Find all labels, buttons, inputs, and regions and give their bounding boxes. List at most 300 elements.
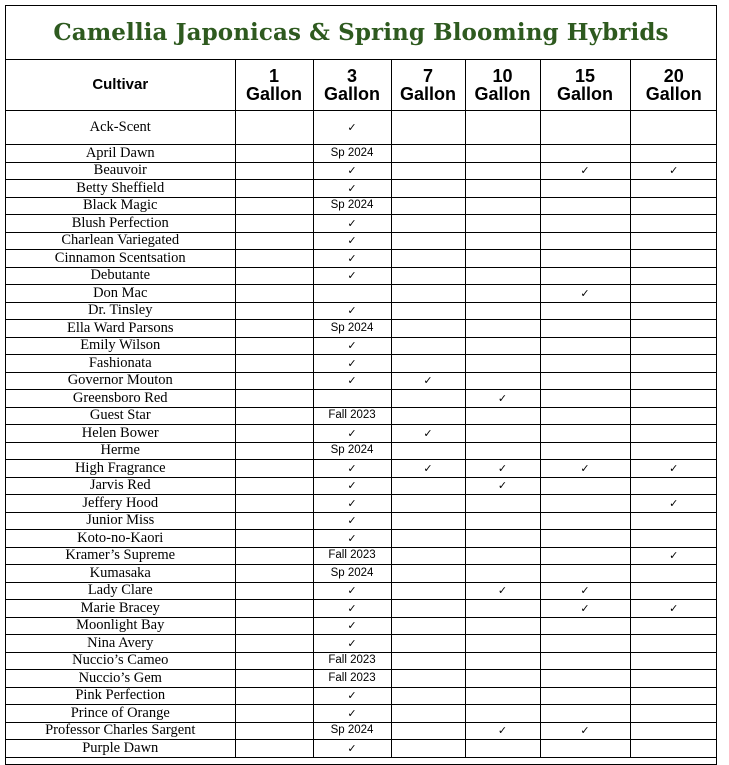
cultivar-name: Guest Star: [6, 407, 235, 425]
column-header-size: 15: [574, 66, 596, 86]
availability-cell: [235, 197, 313, 215]
availability-cell: [391, 635, 465, 653]
availability-cell: [235, 600, 313, 618]
availability-cell: [540, 705, 630, 723]
availability-check: ✓: [313, 337, 391, 355]
availability-cell: [630, 687, 717, 705]
availability-cell: [630, 111, 717, 145]
availability-cell: [391, 145, 465, 163]
cultivar-name: High Fragrance: [6, 460, 235, 478]
column-header-size: 3: [346, 66, 357, 86]
availability-cell: [391, 740, 465, 758]
availability-cell: [630, 285, 717, 303]
cultivar-name: Beauvoir: [6, 162, 235, 180]
availability-cell: [235, 337, 313, 355]
availability-check: ✓: [391, 425, 465, 443]
availability-cell: [391, 547, 465, 565]
availability-cell: [540, 652, 630, 670]
cultivar-name: Junior Miss: [6, 512, 235, 530]
availability-cell: [235, 512, 313, 530]
column-header-size: 10: [492, 66, 513, 86]
availability-cell: [630, 215, 717, 233]
availability-cell: [235, 460, 313, 478]
table-row: [6, 670, 717, 688]
availability-cell: [540, 372, 630, 390]
availability-cell: [465, 425, 540, 443]
availability-cell: [540, 232, 630, 250]
table-row: [6, 180, 717, 198]
availability-cell: [391, 250, 465, 268]
availability-cell: [235, 407, 313, 425]
availability-cell: [540, 442, 630, 460]
table-row: [6, 250, 717, 268]
column-header-size: 7: [422, 66, 433, 86]
availability-cell: [235, 565, 313, 583]
availability-cell: [235, 635, 313, 653]
availability-cell: [540, 477, 630, 495]
availability-cell: [391, 267, 465, 285]
availability-cell: [465, 670, 540, 688]
availability-cell: [540, 337, 630, 355]
availability-cell: [465, 652, 540, 670]
availability-cell: [235, 670, 313, 688]
column-header-7-gallon: [391, 60, 465, 111]
availability-cell: [391, 302, 465, 320]
availability-cell: [391, 722, 465, 740]
availability-cell: [630, 407, 717, 425]
availability-check: ✓: [465, 460, 540, 478]
cultivar-name: Ella Ward Parsons: [6, 320, 235, 338]
column-header-unit: Gallon: [323, 84, 380, 104]
availability-cell: [630, 512, 717, 530]
availability-cell: [540, 407, 630, 425]
availability-cell: [630, 425, 717, 443]
availability-cell: [630, 250, 717, 268]
availability-cell: [540, 617, 630, 635]
availability-cell: [540, 670, 630, 688]
availability-cell: [630, 337, 717, 355]
availability-table: [6, 60, 717, 758]
column-header-unit: Gallon: [474, 84, 531, 104]
table-row: [6, 372, 717, 390]
cultivar-name: Jarvis Red: [6, 477, 235, 495]
availability-cell: [630, 320, 717, 338]
availability-cell: [391, 337, 465, 355]
availability-cell: [630, 442, 717, 460]
availability-cell: [465, 355, 540, 373]
availability-cell: [465, 687, 540, 705]
availability-cell: [391, 320, 465, 338]
availability-cell: [630, 722, 717, 740]
availability-cell: [391, 705, 465, 723]
availability-cell: [465, 635, 540, 653]
column-header-unit: Gallon: [245, 84, 302, 104]
availability-cell: [235, 180, 313, 198]
cultivar-name: Fashionata: [6, 355, 235, 373]
availability-cell: [630, 390, 717, 408]
availability-cell: [540, 495, 630, 513]
table-row: [6, 442, 717, 460]
availability-note: Sp 2024: [313, 565, 391, 583]
cultivar-name: Debutante: [6, 267, 235, 285]
availability-cell: [465, 407, 540, 425]
availability-note: Sp 2024: [313, 442, 391, 460]
cultivar-name: Herme: [6, 442, 235, 460]
availability-check: ✓: [313, 705, 391, 723]
availability-cell: [235, 162, 313, 180]
availability-check: ✓: [465, 477, 540, 495]
table-body: [6, 111, 717, 758]
availability-cell: [235, 250, 313, 268]
table-row: [6, 320, 717, 338]
table-row: [6, 232, 717, 250]
availability-cell: [235, 145, 313, 163]
availability-cell: [630, 530, 717, 548]
table-row: [6, 460, 717, 478]
availability-cell: [465, 180, 540, 198]
cultivar-name: Betty Sheffield: [6, 180, 235, 198]
availability-note: Sp 2024: [313, 197, 391, 215]
availability-check: ✓: [391, 372, 465, 390]
availability-check: ✓: [313, 267, 391, 285]
availability-check: ✓: [313, 372, 391, 390]
availability-cell: [465, 565, 540, 583]
availability-cell: [235, 215, 313, 233]
availability-cell: [540, 740, 630, 758]
availability-cell: [630, 355, 717, 373]
availability-cell: [391, 285, 465, 303]
table-row: [6, 600, 717, 618]
availability-cell: [391, 162, 465, 180]
availability-cell: [540, 425, 630, 443]
cultivar-name: Dr. Tinsley: [6, 302, 235, 320]
column-header-1-gallon: [235, 60, 313, 111]
availability-cell: [235, 425, 313, 443]
table-row: [6, 162, 717, 180]
availability-check: ✓: [540, 285, 630, 303]
availability-check: ✓: [540, 722, 630, 740]
availability-cell: [630, 145, 717, 163]
availability-check: ✓: [313, 600, 391, 618]
availability-cell: [540, 215, 630, 233]
cultivar-name: Koto-no-Kaori: [6, 530, 235, 548]
cultivar-name: Helen Bower: [6, 425, 235, 443]
table-row: [6, 302, 717, 320]
availability-cell: [391, 355, 465, 373]
availability-cell: [235, 687, 313, 705]
availability-cell: [630, 267, 717, 285]
availability-cell: [465, 337, 540, 355]
availability-check: ✓: [465, 582, 540, 600]
table-row: [6, 215, 717, 233]
cultivar-name: Purple Dawn: [6, 740, 235, 758]
availability-cell: [540, 197, 630, 215]
availability-check: ✓: [465, 390, 540, 408]
availability-cell: [391, 617, 465, 635]
table-row: [6, 337, 717, 355]
availability-cell: [540, 250, 630, 268]
table-row: [6, 582, 717, 600]
availability-cell: [540, 547, 630, 565]
cultivar-name: Governor Mouton: [6, 372, 235, 390]
availability-note: Sp 2024: [313, 722, 391, 740]
availability-cell: [630, 705, 717, 723]
column-header-20-gallon: [630, 60, 717, 111]
cultivar-name: Nuccio’s Cameo: [6, 652, 235, 670]
availability-cell: [235, 285, 313, 303]
table-row: [6, 407, 717, 425]
availability-cell: [630, 477, 717, 495]
cultivar-name: Prince of Orange: [6, 705, 235, 723]
table-row: [6, 267, 717, 285]
table-row: [6, 495, 717, 513]
availability-check: ✓: [630, 495, 717, 513]
cultivar-name: April Dawn: [6, 145, 235, 163]
availability-cell: [465, 372, 540, 390]
availability-cell: [391, 565, 465, 583]
column-header-unit: Gallon: [399, 84, 456, 104]
availability-cell: [630, 582, 717, 600]
availability-cell: [235, 477, 313, 495]
availability-check: ✓: [465, 722, 540, 740]
table-row: [6, 705, 717, 723]
column-header-size: 1: [268, 66, 279, 86]
availability-check: ✓: [391, 460, 465, 478]
availability-cell: [540, 565, 630, 583]
availability-cell: [540, 180, 630, 198]
cultivar-name: Marie Bracey: [6, 600, 235, 618]
availability-cell: [465, 512, 540, 530]
cultivar-name: Nina Avery: [6, 635, 235, 653]
availability-cell: [540, 687, 630, 705]
availability-check: ✓: [540, 582, 630, 600]
table-row: [6, 197, 717, 215]
availability-cell: [465, 197, 540, 215]
availability-cell: [465, 232, 540, 250]
column-header-10-gallon: [465, 60, 540, 111]
table-row: [6, 512, 717, 530]
availability-cell: [540, 530, 630, 548]
availability-cell: [235, 652, 313, 670]
table-row: [6, 145, 717, 163]
availability-cell: [235, 302, 313, 320]
availability-cell: [235, 267, 313, 285]
availability-cell: [630, 635, 717, 653]
availability-cell: [630, 740, 717, 758]
availability-cell: [235, 232, 313, 250]
availability-cell: [235, 530, 313, 548]
availability-cell: [391, 687, 465, 705]
availability-cell: [465, 740, 540, 758]
table-row: [6, 547, 717, 565]
availability-cell: [235, 495, 313, 513]
availability-note: Sp 2024: [313, 145, 391, 163]
cultivar-name: Don Mac: [6, 285, 235, 303]
availability-cell: [630, 670, 717, 688]
table-row: [6, 390, 717, 408]
availability-cell: [465, 705, 540, 723]
column-header-unit: Gallon: [645, 84, 702, 104]
availability-check: ✓: [313, 215, 391, 233]
cultivar-name: Emily Wilson: [6, 337, 235, 355]
header-row: [6, 60, 717, 111]
availability-check: ✓: [313, 425, 391, 443]
availability-note: Fall 2023: [313, 652, 391, 670]
availability-cell: [630, 652, 717, 670]
availability-check: ✓: [313, 302, 391, 320]
availability-cell: [235, 547, 313, 565]
availability-cell: [391, 232, 465, 250]
column-header-size: 20: [663, 66, 684, 86]
availability-cell: [540, 267, 630, 285]
availability-cell: [465, 530, 540, 548]
availability-cell: [540, 320, 630, 338]
cultivar-name: Kumasaka: [6, 565, 235, 583]
availability-check: ✓: [540, 600, 630, 618]
availability-cell: [391, 670, 465, 688]
availability-check: ✓: [313, 635, 391, 653]
table-row: [6, 530, 717, 548]
availability-check: ✓: [313, 250, 391, 268]
availability-cell: [630, 180, 717, 198]
availability-cell: [235, 722, 313, 740]
availability-check: ✓: [630, 600, 717, 618]
table-row: [6, 355, 717, 373]
availability-cell: [391, 442, 465, 460]
availability-cell: [630, 617, 717, 635]
availability-cell: [540, 390, 630, 408]
availability-cell: [235, 320, 313, 338]
availability-cell: [391, 600, 465, 618]
availability-cell: [235, 582, 313, 600]
cultivar-name: Lady Clare: [6, 582, 235, 600]
availability-check: ✓: [313, 355, 391, 373]
document-frame: [5, 5, 717, 765]
availability-cell: [235, 705, 313, 723]
availability-check: ✓: [313, 477, 391, 495]
availability-cell: [540, 145, 630, 163]
cultivar-name: Nuccio’s Gem: [6, 670, 235, 688]
availability-cell: [465, 302, 540, 320]
availability-cell: [540, 111, 630, 145]
availability-cell: [465, 320, 540, 338]
availability-cell: [391, 407, 465, 425]
availability-check: ✓: [313, 582, 391, 600]
availability-cell: [465, 215, 540, 233]
table-row: [6, 617, 717, 635]
availability-cell: [235, 442, 313, 460]
cultivar-name: Kramer’s Supreme: [6, 547, 235, 565]
availability-cell: [313, 390, 391, 408]
availability-cell: [391, 197, 465, 215]
availability-cell: [391, 495, 465, 513]
availability-cell: [465, 495, 540, 513]
availability-cell: [540, 512, 630, 530]
cultivar-name: Cinnamon Scentsation: [6, 250, 235, 268]
availability-cell: [540, 355, 630, 373]
table-row: [6, 477, 717, 495]
column-header-unit: Gallon: [556, 84, 613, 104]
availability-cell: [540, 302, 630, 320]
table-row: [6, 652, 717, 670]
table-row: [6, 425, 717, 443]
availability-cell: [391, 215, 465, 233]
availability-cell: [235, 617, 313, 635]
column-header-cultivar: [6, 60, 235, 111]
availability-note: Fall 2023: [313, 547, 391, 565]
availability-check: ✓: [313, 232, 391, 250]
availability-check: ✓: [313, 687, 391, 705]
cultivar-name: Moonlight Bay: [6, 617, 235, 635]
availability-cell: [391, 582, 465, 600]
availability-cell: [630, 565, 717, 583]
availability-cell: [465, 617, 540, 635]
column-header-label: Cultivar: [92, 76, 149, 93]
table-row: [6, 285, 717, 303]
cultivar-name: Professor Charles Sargent: [6, 722, 235, 740]
availability-cell: [235, 355, 313, 373]
availability-check: ✓: [630, 547, 717, 565]
availability-check: ✓: [313, 740, 391, 758]
table-row: [6, 635, 717, 653]
cultivar-name: Blush Perfection: [6, 215, 235, 233]
availability-cell: [235, 111, 313, 145]
availability-cell: [465, 442, 540, 460]
availability-check: ✓: [540, 460, 630, 478]
availability-check: ✓: [313, 162, 391, 180]
availability-cell: [465, 547, 540, 565]
availability-cell: [630, 232, 717, 250]
availability-check: ✓: [313, 111, 391, 145]
availability-cell: [465, 267, 540, 285]
availability-check: ✓: [313, 512, 391, 530]
column-header-3-gallon: [313, 60, 391, 111]
availability-note: Fall 2023: [313, 670, 391, 688]
availability-cell: [465, 285, 540, 303]
availability-cell: [391, 652, 465, 670]
availability-check: ✓: [313, 180, 391, 198]
availability-cell: [391, 512, 465, 530]
cultivar-name: Greensboro Red: [6, 390, 235, 408]
availability-check: ✓: [313, 495, 391, 513]
availability-check: ✓: [313, 460, 391, 478]
cultivar-name: Charlean Variegated: [6, 232, 235, 250]
availability-cell: [630, 302, 717, 320]
table-row: [6, 740, 717, 758]
cultivar-name: Black Magic: [6, 197, 235, 215]
availability-check: ✓: [630, 460, 717, 478]
availability-cell: [313, 285, 391, 303]
availability-cell: [540, 635, 630, 653]
availability-cell: [235, 390, 313, 408]
column-header-15-gallon: [540, 60, 630, 111]
cultivar-name: Pink Perfection: [6, 687, 235, 705]
table-row: [6, 687, 717, 705]
availability-cell: [391, 180, 465, 198]
availability-cell: [391, 390, 465, 408]
availability-cell: [235, 740, 313, 758]
cultivar-name: Jeffery Hood: [6, 495, 235, 513]
availability-check: ✓: [313, 530, 391, 548]
availability-cell: [630, 372, 717, 390]
availability-check: ✓: [630, 162, 717, 180]
page-title: Camellia Japonicas & Spring Blooming Hybrids: [6, 6, 716, 60]
table-row: [6, 722, 717, 740]
table-row: [6, 565, 717, 583]
availability-check: ✓: [313, 617, 391, 635]
availability-cell: [391, 477, 465, 495]
availability-cell: [465, 111, 540, 145]
